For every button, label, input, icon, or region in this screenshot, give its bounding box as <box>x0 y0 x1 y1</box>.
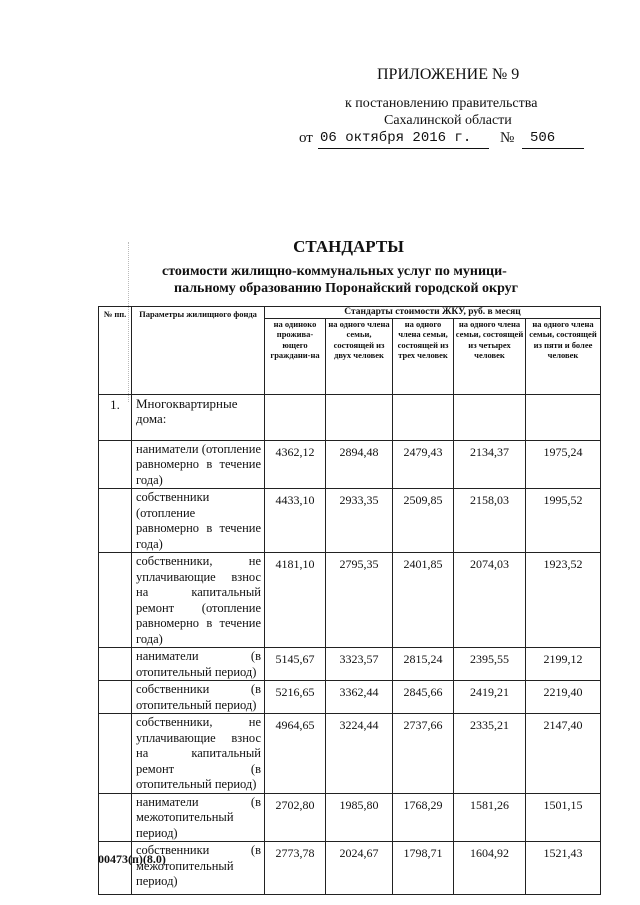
document-subtitle-line-2: пальному образованию Поронайский городской округ <box>174 281 519 296</box>
cell-value: 4964,65 <box>265 714 326 794</box>
cell-value: 2419,21 <box>454 681 526 714</box>
cell-value: 2815,24 <box>393 648 454 681</box>
cell-value: 1923,52 <box>526 553 601 648</box>
number-underline <box>522 148 584 149</box>
cell-value: 5145,67 <box>265 648 326 681</box>
cell-value: 2024,67 <box>326 842 393 895</box>
table-row <box>99 714 601 794</box>
header-standards-group: Стандарты стоимости ЖКУ, руб. в месяц <box>265 307 601 319</box>
document-subtitle-line-1: стоимости жилищно-коммунальных услуг по муници- <box>162 264 507 279</box>
cell-value: 2509,85 <box>393 489 454 553</box>
row-label: собственники (в отопительный период) <box>132 681 265 714</box>
table-row <box>99 793 601 842</box>
cell-value: 2335,21 <box>454 714 526 794</box>
subheader-two: на одного члена семьи, состоящей из двух человек <box>326 318 393 394</box>
header-no: № пп. <box>99 307 132 395</box>
table-row <box>99 553 601 648</box>
row-label: наниматели (в отопительный период) <box>132 648 265 681</box>
table-row <box>99 489 601 553</box>
cell-value: 4181,10 <box>265 553 326 648</box>
subheader-single: на одиноко прожива-ющего граждани-на <box>265 318 326 394</box>
cell-value: 3362,44 <box>326 681 393 714</box>
resolution-number: 506 <box>530 130 556 146</box>
cell-value: 1501,15 <box>526 793 601 842</box>
resolution-line-1: к постановлению правительства <box>345 96 538 111</box>
subheader-five: на одного члена семьи, состоящей из пяти и более человек <box>526 318 601 394</box>
cell-value: 4433,10 <box>265 489 326 553</box>
appendix-heading: ПРИЛОЖЕНИЕ № 9 <box>377 66 520 83</box>
cell-value: 4362,12 <box>265 440 326 489</box>
cell-value: 2894,48 <box>326 440 393 489</box>
row-label: собственники (отопление равномерно в течение года) <box>132 489 265 553</box>
section-label: Многоквартирные дома: <box>132 394 265 440</box>
document-title: СТАНДАРТЫ <box>293 237 404 256</box>
subheader-three: на одного члена семьи, состоящей из трех человек <box>393 318 454 394</box>
cell-value: 2933,35 <box>326 489 393 553</box>
cell-value: 1604,92 <box>454 842 526 895</box>
subheader-four: на одного члена семьи, состоящей из четырех человек <box>454 318 526 394</box>
cell-value: 2479,43 <box>393 440 454 489</box>
table-row <box>99 648 601 681</box>
cell-value: 3323,57 <box>326 648 393 681</box>
cell-value: 2795,35 <box>326 553 393 648</box>
document-code-footer: 00473(п)(8.0) <box>98 852 166 866</box>
cell-value: 2737,66 <box>393 714 454 794</box>
cell-value: 2199,12 <box>526 648 601 681</box>
cell-value: 1985,80 <box>326 793 393 842</box>
cell-value: 2147,40 <box>526 714 601 794</box>
cell-value: 1995,52 <box>526 489 601 553</box>
row-label: собственники (в межотопительный период) <box>132 842 265 895</box>
cell-value: 1768,29 <box>393 793 454 842</box>
cell-value: 1798,71 <box>393 842 454 895</box>
cell-value: 2158,03 <box>454 489 526 553</box>
table-row <box>99 842 601 895</box>
cell-value: 2074,03 <box>454 553 526 648</box>
cell-value: 1581,26 <box>454 793 526 842</box>
cell-value: 3224,44 <box>326 714 393 794</box>
section-no: 1. <box>99 394 132 440</box>
row-label: наниматели (в межотопительный период) <box>132 793 265 842</box>
table-row <box>99 681 601 714</box>
row-label: собственники, не уплачивающие взнос на капитальный ремонт (отопление равномерно в течение года) <box>132 553 265 648</box>
cell-value: 5216,65 <box>265 681 326 714</box>
cell-value: 2773,78 <box>265 842 326 895</box>
row-label: наниматели (отопление равномерно в течение года) <box>132 440 265 489</box>
date-underline <box>318 148 489 149</box>
table-row <box>99 440 601 489</box>
cell-value: 2401,85 <box>393 553 454 648</box>
cell-value: 2845,66 <box>393 681 454 714</box>
cell-value: 2219,40 <box>526 681 601 714</box>
resolution-line-2: Сахалинской области <box>384 113 512 128</box>
header-params: Параметры жилищного фонда <box>132 307 265 395</box>
cell-value: 2702,80 <box>265 793 326 842</box>
section-row <box>99 394 601 440</box>
date-from-label: от <box>299 130 313 146</box>
cell-value: 1975,24 <box>526 440 601 489</box>
table-body <box>99 394 601 895</box>
cell-value: 1521,43 <box>526 842 601 895</box>
standards-table <box>98 306 601 895</box>
resolution-date: 06 октября 2016 г. <box>320 130 472 146</box>
row-label: собственники, не уплачивающие взнос на капитальный ремонт (в отопительный период) <box>132 714 265 794</box>
cell-value: 2395,55 <box>454 648 526 681</box>
cell-value: 2134,37 <box>454 440 526 489</box>
number-label: № <box>500 130 515 146</box>
